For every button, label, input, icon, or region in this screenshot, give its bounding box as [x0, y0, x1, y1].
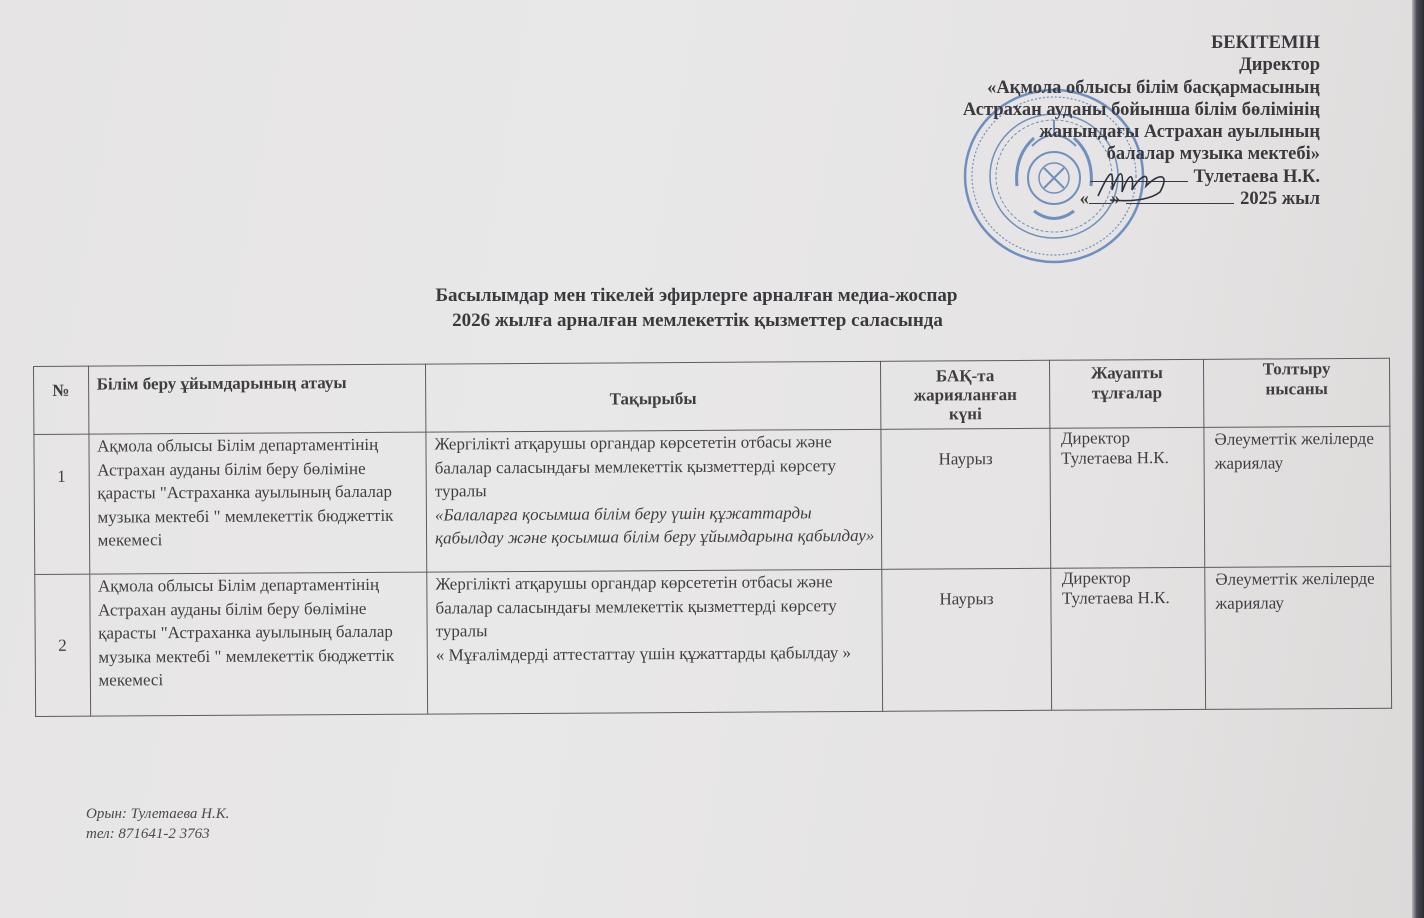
- date-open-quote: «: [1079, 189, 1089, 210]
- table-row: [34, 426, 1391, 574]
- row-topic: [426, 429, 882, 572]
- row-number: 2: [35, 574, 90, 716]
- date-close-quote: »: [1110, 189, 1121, 210]
- row-organization: Ақмола облысы Білім департаментінің Астрахан ауданы білім беру бөліміне қарасты "Астраханка ауылының балалар музыка мектебі " мемлекеттік бюджеттік мекемесі: [88, 432, 426, 574]
- table-row: [35, 566, 1392, 716]
- row-publish-date: Наурыз: [881, 428, 1052, 569]
- media-plan-table: [33, 358, 1392, 717]
- row-form: Әлеуметтік желілерде жариялау: [1205, 566, 1392, 709]
- resp-name: Тулетаева Н.К.: [1061, 588, 1170, 608]
- row-number: 1: [34, 434, 89, 574]
- footer-contact: [86, 804, 229, 844]
- row-publish-date: Наурыз: [881, 568, 1052, 711]
- row-form: Әлеуметтік желілерде жариялау: [1204, 426, 1391, 567]
- topic-main: Жергілікті атқарушы органдар көрсететін отбасы және балалар саласындағы мемлекеттік қызметтерді көрсету туралы: [434, 432, 836, 501]
- header-responsible: [1050, 359, 1204, 428]
- resp-position: Директор: [1061, 568, 1131, 588]
- header-org: Білім беру ұйымдарының атауы: [88, 364, 426, 434]
- header-date-line: жарияланған: [913, 384, 1017, 405]
- approval-position: Директор: [1239, 55, 1320, 76]
- header-form-line: Толтыру: [1262, 359, 1331, 379]
- approval-org-line: «Ақмола облысы білім басқармасының: [987, 77, 1320, 98]
- row-responsible: [1051, 567, 1205, 710]
- header-form-line: нысаны: [1265, 379, 1328, 399]
- approval-org-line: Астрахан ауданы бойынша білім бөлімінің: [962, 99, 1320, 120]
- approval-org-line: балалар музыка мектебі»: [1106, 144, 1320, 165]
- row-responsible: [1050, 427, 1204, 568]
- approval-year: 2025 жыл: [1240, 189, 1320, 210]
- signature-icon: [1090, 160, 1180, 208]
- resp-name: Тулетаева Н.К.: [1060, 448, 1169, 468]
- header-date-line: БАҚ-та: [935, 366, 995, 386]
- approval-signer: Тулетаева Н.К.: [1193, 166, 1320, 187]
- topic-main: Жергілікті атқарушы органдар көрсететін отбасы және балалар саласындағы мемлекеттік қызметтерді көрсету туралы: [435, 572, 837, 641]
- topic-service: «Балаларға қосымша білім беру үшін құжаттарды қабылдау және қосымша білім беру ұйымдарына қабылдау»: [434, 502, 875, 548]
- title-line-2: 2026 жылға арналған мемлекеттік қызметтер саласында: [452, 310, 943, 331]
- resp-position: Директор: [1060, 428, 1130, 448]
- header-date-line: күні: [948, 404, 982, 424]
- header-form: [1204, 358, 1390, 427]
- row-topic: [427, 569, 883, 714]
- approval-org-line: жанындағы Астрахан ауылының: [1039, 122, 1320, 143]
- footer-phone: тел: 871641-2 3763: [86, 826, 210, 842]
- page-edge-shadow: [1412, 0, 1424, 918]
- table-header-row: [34, 358, 1390, 434]
- header-resp-line: тұлғалар: [1091, 383, 1163, 403]
- header-topic: Тақырыбы: [426, 361, 881, 432]
- approval-heading: БЕКІТЕМІН: [1211, 33, 1320, 53]
- footer-executor: Орын: Тулетаева Н.К.: [86, 806, 230, 822]
- topic-service: « Мұғалімдерді аттестаттау үшін құжаттарды қабылдау »: [435, 642, 852, 665]
- title-line-1: Басылымдар мен тікелей эфирлерге арналған медиа-жоспар: [435, 285, 958, 306]
- header-resp-line: Жауапты: [1090, 363, 1163, 383]
- document-title: [0, 283, 1390, 333]
- row-organization: Ақмола облысы Білім департаментінің Астрахан ауданы білім беру бөліміне қарасты "Астраханка ауылының балалар музыка мектебі " мемлекеттік бюджеттік мекемесі: [89, 572, 427, 716]
- header-date: [880, 360, 1050, 429]
- header-no: №: [34, 366, 89, 434]
